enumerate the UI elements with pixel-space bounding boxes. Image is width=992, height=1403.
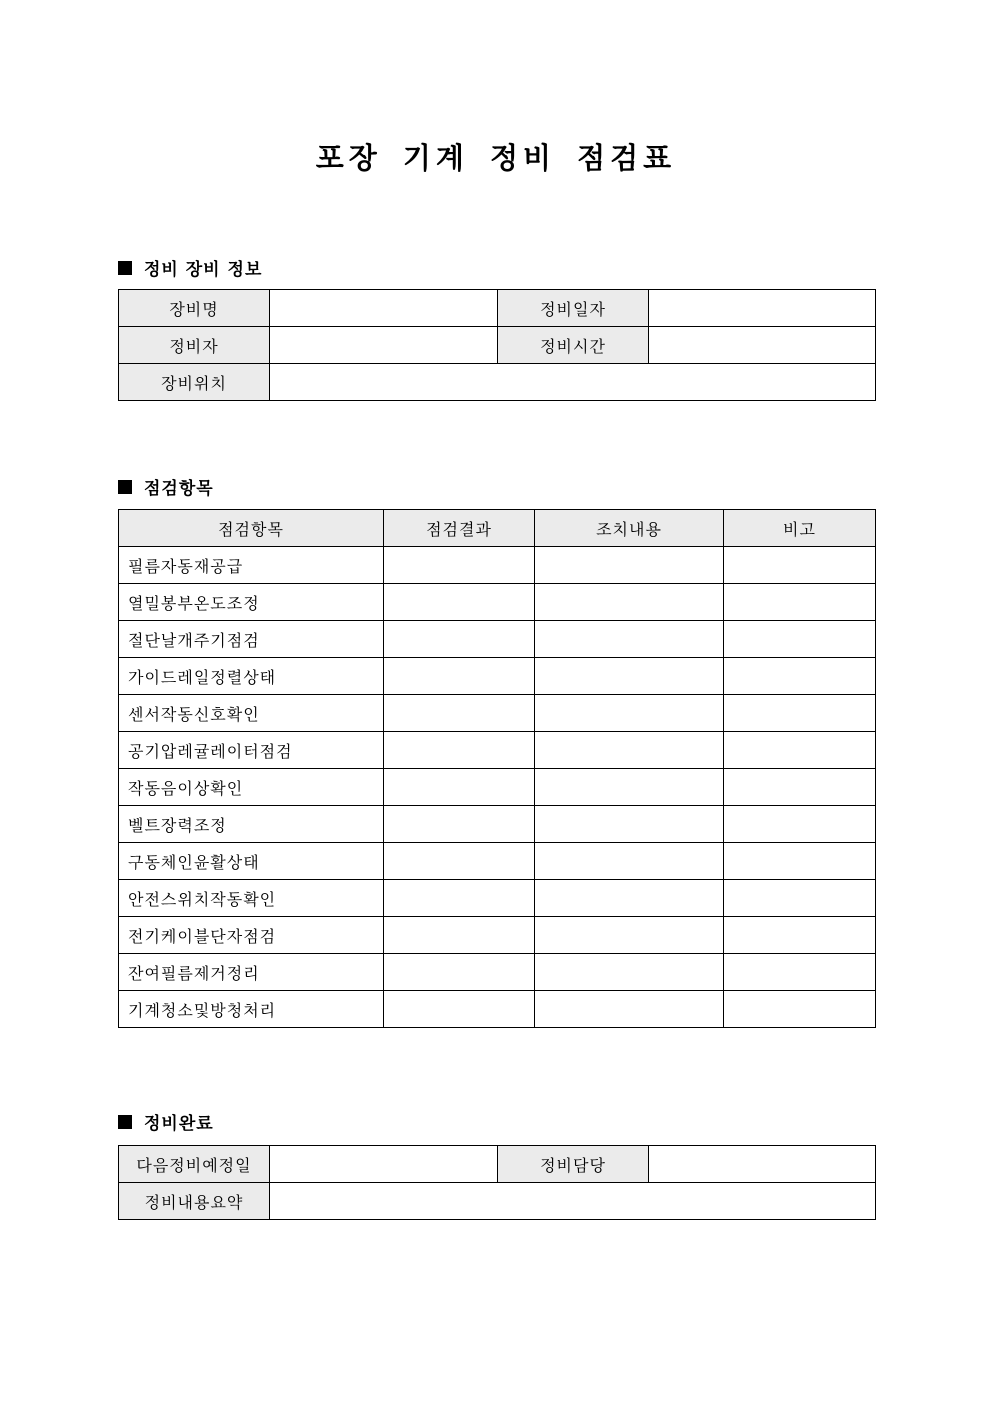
action-cell[interactable] <box>535 954 724 991</box>
next-maintenance-date-label: 다음정비예정일 <box>119 1146 270 1183</box>
action-cell[interactable] <box>535 880 724 917</box>
note-cell[interactable] <box>724 769 876 806</box>
result-cell[interactable] <box>384 621 535 658</box>
equipment-location-label: 장비위치 <box>119 364 270 401</box>
note-cell[interactable] <box>724 695 876 732</box>
table-row <box>119 695 876 732</box>
summary-field[interactable] <box>270 1183 876 1220</box>
action-cell[interactable] <box>535 621 724 658</box>
note-cell[interactable] <box>724 547 876 584</box>
note-cell[interactable] <box>724 732 876 769</box>
note-cell[interactable] <box>724 584 876 621</box>
result-cell[interactable] <box>384 954 535 991</box>
table-row <box>119 621 876 658</box>
table-row <box>119 327 876 364</box>
note-cell[interactable] <box>724 658 876 695</box>
table-row <box>119 290 876 327</box>
inspection-item: 구동체인윤활상태 <box>119 843 384 880</box>
column-header-action: 조치내용 <box>535 510 724 547</box>
table-row <box>119 843 876 880</box>
equipment-info-table <box>118 289 876 401</box>
maintenance-time-label: 정비시간 <box>498 327 649 364</box>
maintenance-manager-label: 정비담당 <box>498 1146 649 1183</box>
result-cell[interactable] <box>384 843 535 880</box>
table-row <box>119 658 876 695</box>
note-cell[interactable] <box>724 621 876 658</box>
inspection-item: 절단날개주기점검 <box>119 621 384 658</box>
table-row <box>119 954 876 991</box>
result-cell[interactable] <box>384 991 535 1028</box>
square-bullet-icon <box>118 261 132 275</box>
section-heading-equipment-info <box>118 255 262 280</box>
maintenance-manager-field[interactable] <box>649 1146 876 1183</box>
action-cell[interactable] <box>535 769 724 806</box>
inspection-item: 벨트장력조정 <box>119 806 384 843</box>
page-title: 포장 기계 정비 점검표 <box>315 141 677 175</box>
inspection-item: 작동음이상확인 <box>119 769 384 806</box>
inspection-item: 센서작동신호확인 <box>119 695 384 732</box>
next-maintenance-date-field[interactable] <box>270 1146 498 1183</box>
section-heading-completion <box>118 1109 214 1134</box>
action-cell[interactable] <box>535 917 724 954</box>
equipment-location-field[interactable] <box>270 364 876 401</box>
square-bullet-icon <box>118 1115 132 1129</box>
table-row <box>119 364 876 401</box>
table-row <box>119 547 876 584</box>
table-row <box>119 880 876 917</box>
note-cell[interactable] <box>724 843 876 880</box>
note-cell[interactable] <box>724 806 876 843</box>
result-cell[interactable] <box>384 732 535 769</box>
technician-label: 정비자 <box>119 327 270 364</box>
inspection-item: 전기케이블단자점검 <box>119 917 384 954</box>
section-heading-label: 정비 장비 정보 <box>144 260 263 280</box>
equipment-name-field[interactable] <box>270 290 498 327</box>
column-header-result: 점검결과 <box>384 510 535 547</box>
inspection-item: 공기압레귤레이터점검 <box>119 732 384 769</box>
maintenance-date-field[interactable] <box>649 290 876 327</box>
table-row <box>119 769 876 806</box>
table-row <box>119 806 876 843</box>
inspection-item: 기계청소및방청처리 <box>119 991 384 1028</box>
action-cell[interactable] <box>535 991 724 1028</box>
result-cell[interactable] <box>384 584 535 621</box>
note-cell[interactable] <box>724 917 876 954</box>
inspection-item: 안전스위치작동확인 <box>119 880 384 917</box>
square-bullet-icon <box>118 480 132 494</box>
result-cell[interactable] <box>384 769 535 806</box>
maintenance-time-field[interactable] <box>649 327 876 364</box>
action-cell[interactable] <box>535 584 724 621</box>
note-cell[interactable] <box>724 880 876 917</box>
inspection-item: 잔여필름제거정리 <box>119 954 384 991</box>
table-row <box>119 917 876 954</box>
technician-field[interactable] <box>270 327 498 364</box>
inspection-item: 열밀봉부온도조정 <box>119 584 384 621</box>
section-heading-label: 정비완료 <box>144 1114 214 1134</box>
action-cell[interactable] <box>535 695 724 732</box>
action-cell[interactable] <box>535 732 724 769</box>
action-cell[interactable] <box>535 843 724 880</box>
note-cell[interactable] <box>724 991 876 1028</box>
table-row <box>119 991 876 1028</box>
action-cell[interactable] <box>535 547 724 584</box>
column-header-item: 점검항목 <box>119 510 384 547</box>
section-heading-inspection <box>118 474 214 499</box>
result-cell[interactable] <box>384 917 535 954</box>
table-row <box>119 1146 876 1183</box>
inspection-table <box>118 509 876 1028</box>
section-heading-label: 점검항목 <box>144 479 214 499</box>
result-cell[interactable] <box>384 695 535 732</box>
column-header-note: 비고 <box>724 510 876 547</box>
action-cell[interactable] <box>535 658 724 695</box>
table-row <box>119 1183 876 1220</box>
result-cell[interactable] <box>384 658 535 695</box>
result-cell[interactable] <box>384 806 535 843</box>
table-row <box>119 584 876 621</box>
result-cell[interactable] <box>384 880 535 917</box>
action-cell[interactable] <box>535 806 724 843</box>
equipment-name-label: 장비명 <box>119 290 270 327</box>
note-cell[interactable] <box>724 954 876 991</box>
completion-table <box>118 1145 876 1220</box>
summary-label: 정비내용요약 <box>119 1183 270 1220</box>
inspection-item: 가이드레일정렬상태 <box>119 658 384 695</box>
table-header-row <box>119 510 876 547</box>
table-row <box>119 732 876 769</box>
result-cell[interactable] <box>384 547 535 584</box>
maintenance-date-label: 정비일자 <box>498 290 649 327</box>
inspection-item: 필름자동재공급 <box>119 547 384 584</box>
